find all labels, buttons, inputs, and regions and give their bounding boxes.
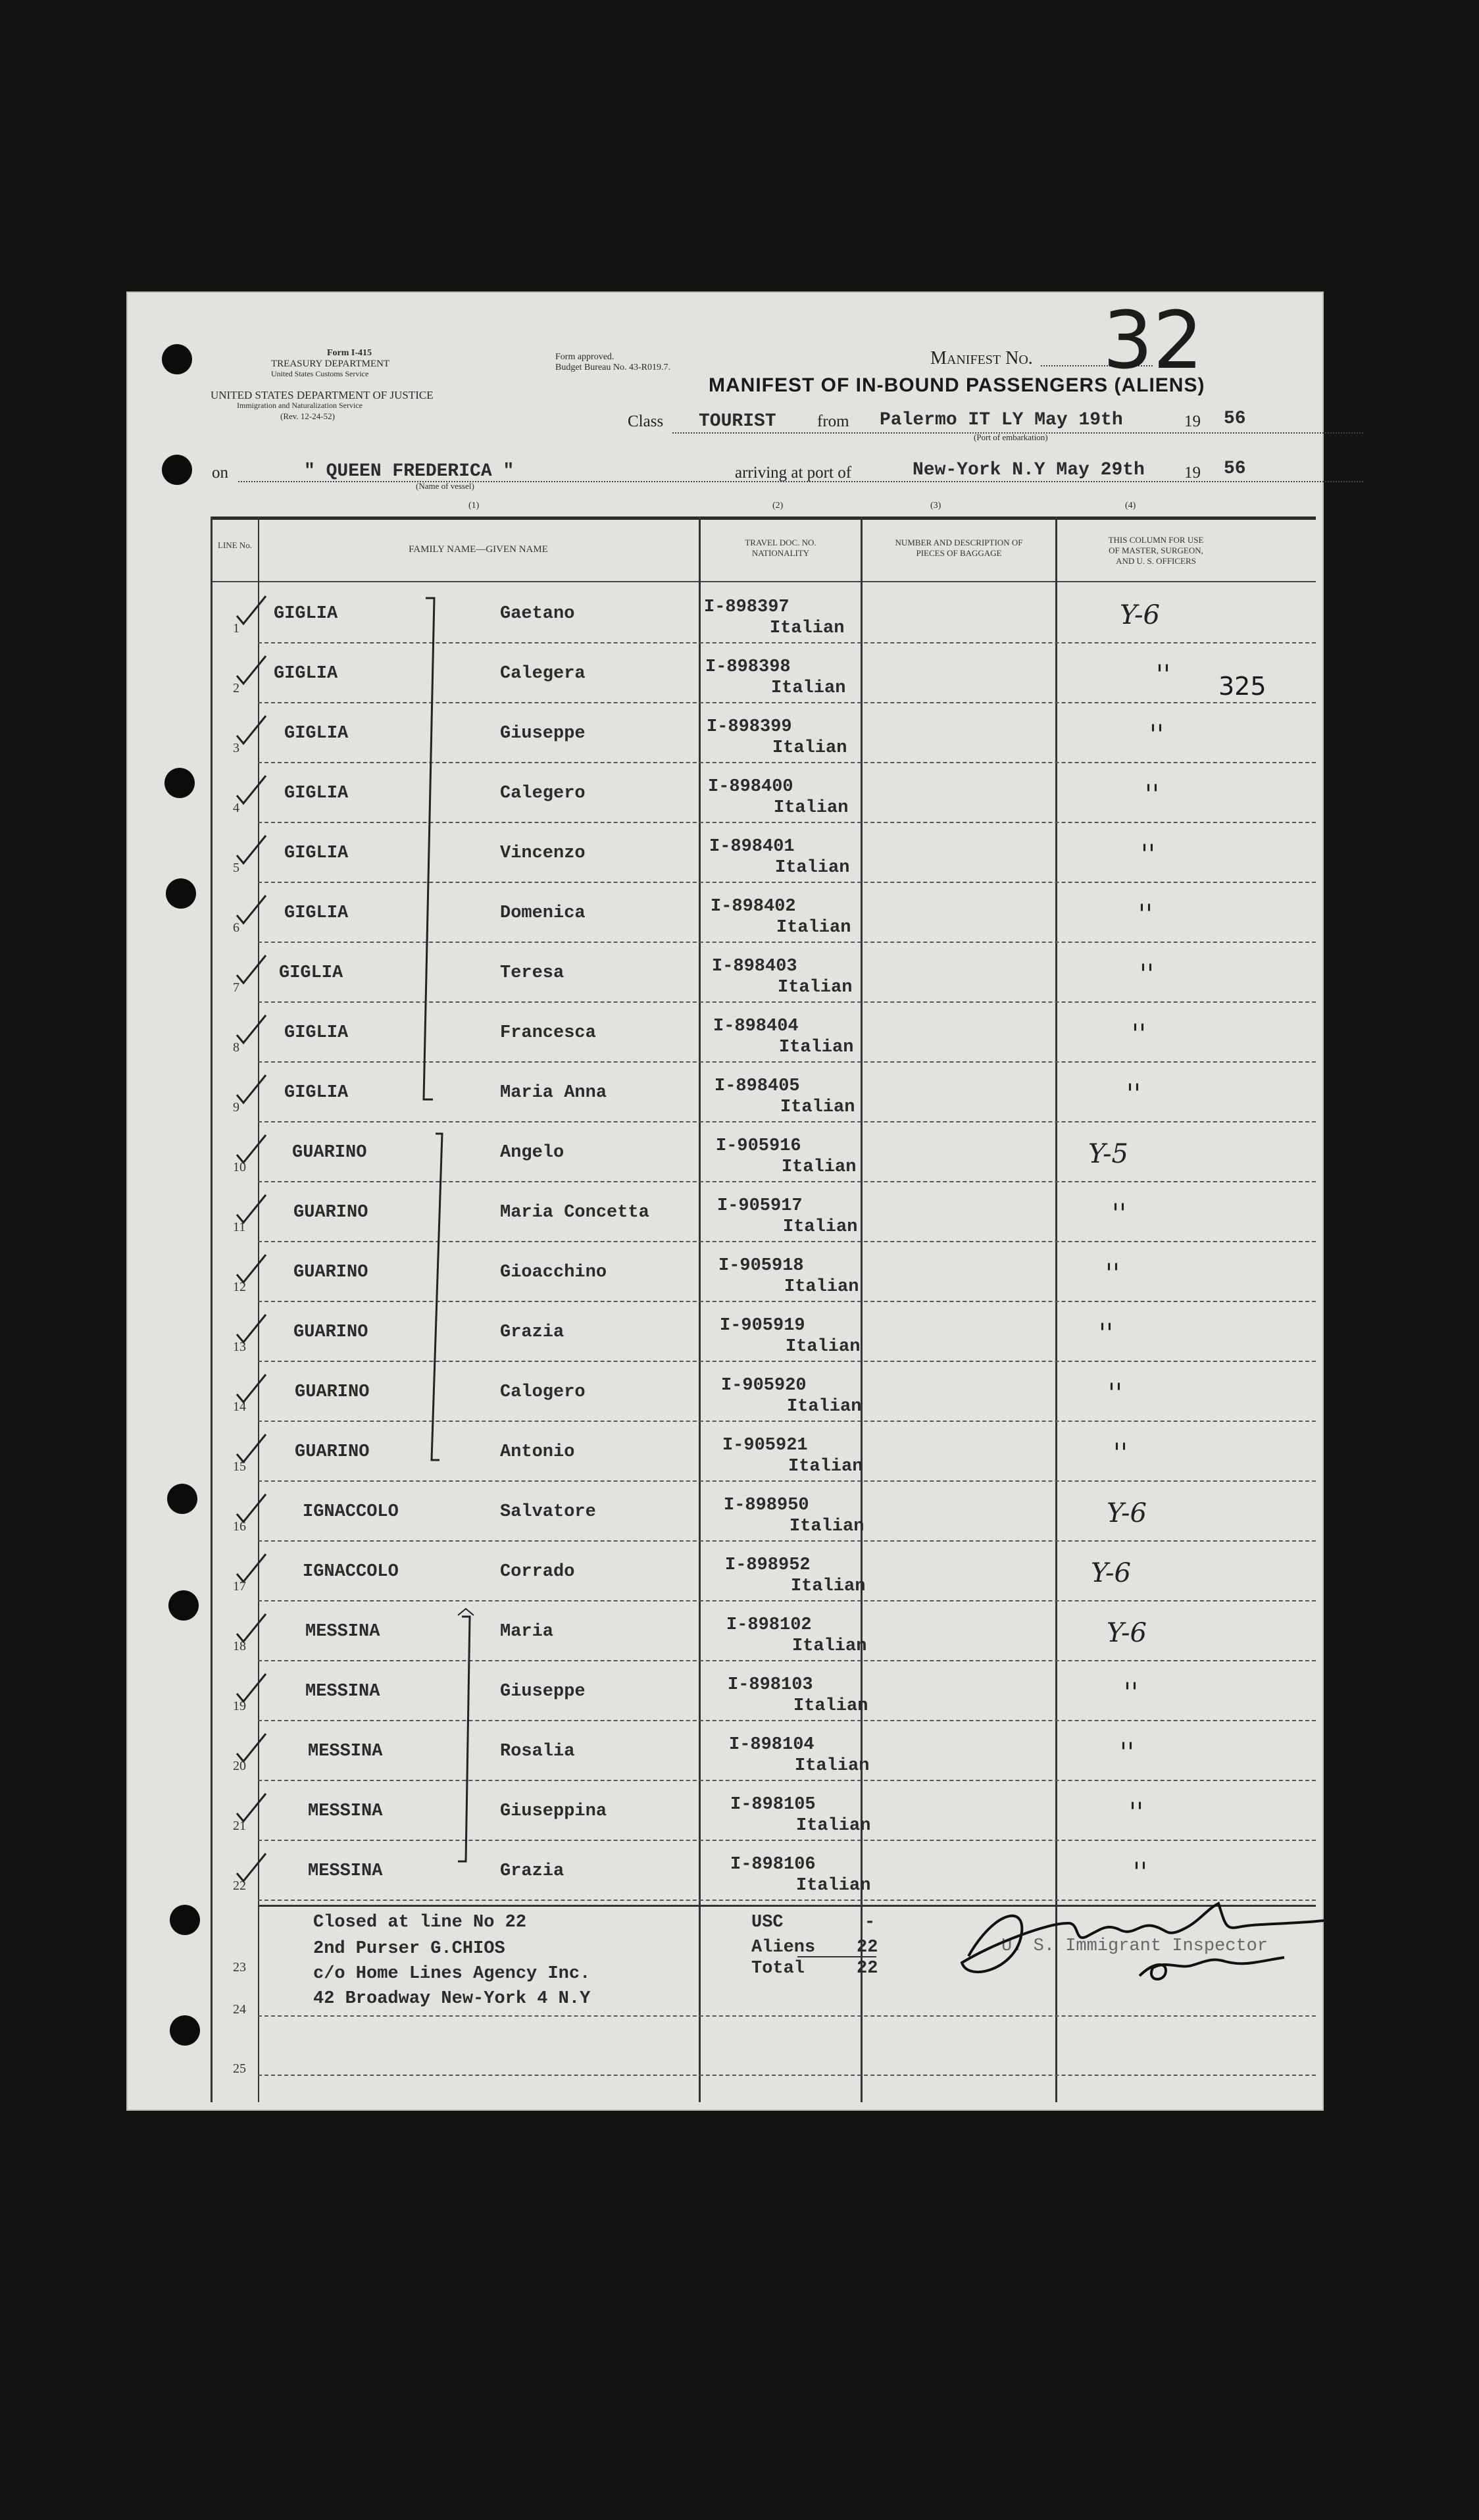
closed-at-line: Closed at line No 22 <box>313 1913 527 1932</box>
officer-mark: Y-6 <box>1091 1558 1131 1588</box>
travel-doc-number: I-905919 <box>720 1316 805 1336</box>
baggage-column-header-2: PIECES OF BAGGAGE <box>916 548 1002 558</box>
officer-mark: '' <box>1129 1798 1143 1828</box>
given-name: Teresa <box>500 963 564 983</box>
travel-doc-number: I-898400 <box>708 777 793 797</box>
officer-mark: Y-6 <box>1107 1498 1147 1528</box>
budget-bureau: Budget Bureau No. 43-R019.7. <box>555 363 670 372</box>
from-label: from <box>817 413 849 430</box>
bracket-messina <box>458 1617 470 1861</box>
given-name: Domenica <box>500 903 586 923</box>
travel-doc-number: I-898397 <box>704 597 790 617</box>
officer-mark: '' <box>1112 1199 1126 1229</box>
margin-note: 325 <box>1218 672 1266 701</box>
officer-mark: '' <box>1113 1438 1128 1469</box>
dept-treasury: TREASURY DEPARTMENT <box>271 359 390 369</box>
officer-column-header-3: AND U. S. OFFICERS <box>1116 556 1196 566</box>
given-name: Maria Anna <box>500 1083 607 1103</box>
nationality: Italian <box>775 858 850 878</box>
family-name: GUARINO <box>295 1382 370 1402</box>
aliens-value: 22 <box>857 1938 878 1957</box>
officer-mark: '' <box>1156 660 1170 690</box>
officer-mark: '' <box>1126 1079 1141 1109</box>
officer-mark: Y-5 <box>1088 1139 1128 1169</box>
family-name: MESSINA <box>305 1622 380 1642</box>
officer-mark: '' <box>1120 1738 1134 1768</box>
nationality: Italian <box>793 1696 868 1716</box>
given-name: Rosalia <box>500 1742 575 1761</box>
travel-doc-number: I-898402 <box>711 897 796 917</box>
line-number: 14 <box>233 1399 246 1414</box>
family-name: IGNACCOLO <box>303 1502 399 1522</box>
nationality: Italian <box>782 1157 857 1177</box>
family-name: GUARINO <box>292 1143 367 1163</box>
nationality: Italian <box>786 1337 861 1357</box>
line-number: 8 <box>233 1040 239 1055</box>
line-number: 1 <box>233 621 239 636</box>
given-name: Calegera <box>500 664 586 684</box>
row-number-23: 23 <box>233 1960 246 1975</box>
on-label: on <box>212 464 228 482</box>
travel-doc-number: I-905921 <box>722 1436 808 1455</box>
bracket-giglia <box>424 598 434 1099</box>
travel-doc-number: I-898952 <box>725 1555 811 1575</box>
nationality: Italian <box>784 1277 859 1297</box>
dept-ins: Immigration and Naturalization Service <box>237 401 363 410</box>
nationality: Italian <box>795 1756 870 1776</box>
form-number: Form I-415 <box>327 348 372 358</box>
family-name: GIGLIA <box>284 1083 349 1103</box>
col1-number: (1) <box>468 501 480 511</box>
line-number: 3 <box>233 741 239 755</box>
given-name: Francesca <box>500 1023 596 1043</box>
arriving-label: arriving at port of <box>735 464 852 482</box>
usc-label: USC <box>751 1913 784 1932</box>
line-number: 22 <box>233 1878 246 1893</box>
nationality: Italian <box>772 738 847 758</box>
travel-doc-number: I-898398 <box>705 657 791 677</box>
family-name: GIGLIA <box>284 844 349 863</box>
nationality: Italian <box>770 618 845 638</box>
line-number: 4 <box>233 801 239 815</box>
line-number: 17 <box>233 1579 246 1594</box>
port-embark-caption: (Port of embarkation) <box>974 432 1048 442</box>
travel-doc-number: I-898105 <box>730 1795 816 1815</box>
line-number: 15 <box>233 1459 246 1474</box>
family-brackets <box>126 291 1324 2111</box>
officer-mark: '' <box>1138 899 1153 930</box>
nationality: Italian <box>796 1876 871 1896</box>
year-prefix-2: 19 <box>1184 464 1201 482</box>
travel-doc-number: I-898102 <box>726 1615 812 1635</box>
row-divider-24 <box>258 2015 1316 2017</box>
officer-mark: '' <box>1141 840 1155 870</box>
line-number: 13 <box>233 1340 246 1354</box>
travel-doc-number: I-898104 <box>729 1735 815 1755</box>
officer-mark: '' <box>1108 1378 1122 1409</box>
family-name: GUARINO <box>293 1203 368 1222</box>
given-name: Gioacchino <box>500 1263 607 1282</box>
doc-column-header-2: NATIONALITY <box>751 548 810 558</box>
arriving-value: New-York N.Y May 29th <box>913 460 1145 480</box>
given-name: Maria <box>500 1622 554 1642</box>
from-value: Palermo IT LY May 19th <box>880 410 1123 430</box>
inspector-signature <box>916 1884 1324 1996</box>
inspector-caption: U. S. Immigrant Inspector <box>1001 1936 1268 1956</box>
line-number: 5 <box>233 861 239 875</box>
family-name: GUARINO <box>295 1442 370 1462</box>
family-name: GUARINO <box>293 1323 368 1342</box>
page-title: MANIFEST OF IN-BOUND PASSENGERS (ALIENS) <box>709 374 1205 396</box>
form-approved: Form approved. <box>555 352 614 362</box>
nationality: Italian <box>796 1816 871 1836</box>
manifest-number: 32 <box>1103 295 1203 387</box>
given-name: Grazia <box>500 1861 564 1881</box>
vessel-name: " QUEEN FREDERICA " <box>304 461 514 482</box>
travel-doc-number: I-898405 <box>714 1076 800 1096</box>
manifest-label: Manifest No. <box>930 348 1033 368</box>
line-number: 20 <box>233 1759 246 1773</box>
doc-column-header-1: TRAVEL DOC. NO. <box>745 538 816 547</box>
family-name: GIGLIA <box>284 724 349 743</box>
given-name: Antonio <box>500 1442 575 1462</box>
travel-doc-number: I-898950 <box>724 1496 809 1515</box>
family-name: MESSINA <box>305 1682 380 1701</box>
family-name: MESSINA <box>308 1742 383 1761</box>
nationality: Italian <box>783 1217 858 1237</box>
given-name: Gaetano <box>500 604 575 624</box>
col3-number: (3) <box>930 501 941 511</box>
baggage-column-header-1: NUMBER AND DESCRIPTION OF <box>895 538 1023 547</box>
given-name: Giuseppe <box>500 1682 586 1701</box>
family-name: GIGLIA <box>279 963 343 983</box>
given-name: Vincenzo <box>500 844 586 863</box>
family-name: MESSINA <box>308 1802 383 1821</box>
manifest-page <box>126 291 1324 2111</box>
nationality: Italian <box>790 1517 865 1536</box>
officer-mark: '' <box>1140 959 1154 990</box>
vessel-caption: (Name of vessel) <box>416 481 474 491</box>
given-name: Maria Concetta <box>500 1203 649 1222</box>
travel-doc-number: I-905920 <box>721 1376 807 1396</box>
year-2: 56 <box>1224 459 1246 479</box>
line-number: 6 <box>233 920 239 935</box>
travel-doc-number: I-898103 <box>728 1675 813 1695</box>
nationality: Italian <box>778 978 853 997</box>
officer-mark: '' <box>1099 1319 1113 1349</box>
total-value: 22 <box>857 1959 878 1978</box>
travel-doc-number: I-905916 <box>716 1136 801 1156</box>
purser-name: 2nd Purser G.CHIOS <box>313 1939 505 1959</box>
family-name: GUARINO <box>293 1263 368 1282</box>
nationality: Italian <box>792 1636 867 1656</box>
officer-mark: Y-6 <box>1120 600 1160 630</box>
agency-address: 42 Broadway New-York 4 N.Y <box>313 1989 591 2009</box>
line-number: 9 <box>233 1100 239 1115</box>
travel-doc-number: I-898106 <box>730 1855 816 1875</box>
travel-doc-number: I-898403 <box>712 957 797 976</box>
class-value: TOURIST <box>699 411 776 432</box>
usc-value: - <box>865 1913 876 1932</box>
family-name: GIGLIA <box>274 664 338 684</box>
nationality: Italian <box>776 918 851 938</box>
given-name: Grazia <box>500 1323 564 1342</box>
travel-doc-number: I-905917 <box>717 1196 803 1216</box>
year-prefix-1: 19 <box>1184 413 1201 430</box>
nationality: Italian <box>779 1038 854 1057</box>
nationality: Italian <box>780 1097 855 1117</box>
family-name: GIGLIA <box>274 604 338 624</box>
officer-mark: '' <box>1133 1857 1147 1888</box>
line-number: 18 <box>233 1639 246 1653</box>
officer-mark: '' <box>1132 1019 1146 1049</box>
officer-mark: '' <box>1149 720 1164 750</box>
given-name: Calegero <box>500 784 586 803</box>
officer-mark: '' <box>1145 780 1159 810</box>
line-number: 19 <box>233 1699 246 1713</box>
given-name: Corrado <box>500 1562 575 1582</box>
class-label: Class <box>628 413 664 430</box>
line-number: 16 <box>233 1519 246 1534</box>
col2-number: (2) <box>772 501 784 511</box>
line-number: 21 <box>233 1819 246 1833</box>
given-name: Giuseppina <box>500 1802 607 1821</box>
nationality: Italian <box>771 678 846 698</box>
officer-mark: Y-6 <box>1107 1618 1147 1648</box>
officer-mark: '' <box>1105 1259 1120 1289</box>
year-1: 56 <box>1224 409 1246 429</box>
given-name: Salvatore <box>500 1502 596 1522</box>
dept-customs: United States Customs Service <box>271 369 369 378</box>
given-name: Giuseppe <box>500 724 586 743</box>
given-name: Calogero <box>500 1382 586 1402</box>
nationality: Italian <box>787 1397 862 1417</box>
agency-name: c/o Home Lines Agency Inc. <box>313 1964 591 1984</box>
officer-column-header-1: THIS COLUMN FOR USE <box>1108 535 1204 545</box>
family-name: GIGLIA <box>284 1023 349 1043</box>
family-name: GIGLIA <box>284 784 349 803</box>
family-name: IGNACCOLO <box>303 1562 399 1582</box>
line-number: 2 <box>233 681 239 695</box>
nationality: Italian <box>788 1457 863 1476</box>
given-name: Angelo <box>500 1143 564 1163</box>
travel-doc-number: I-905918 <box>718 1256 804 1276</box>
travel-doc-number: I-898404 <box>713 1017 799 1036</box>
nationality: Italian <box>774 798 849 818</box>
family-name: MESSINA <box>308 1861 383 1881</box>
col4-number: (4) <box>1125 501 1136 511</box>
name-column-header: FAMILY NAME—GIVEN NAME <box>409 544 548 555</box>
line-number: 11 <box>233 1220 246 1234</box>
totals-rule <box>797 1956 876 1957</box>
line-number: 7 <box>233 980 239 995</box>
officer-mark: '' <box>1124 1678 1138 1708</box>
row-divider-25 <box>258 2075 1316 2076</box>
form-revision: (Rev. 12-24-52) <box>280 411 335 421</box>
total-label: Total <box>751 1959 805 1978</box>
line-no-header: LINE No. <box>218 540 252 550</box>
officer-column-header-2: OF MASTER, SURGEON, <box>1109 545 1203 555</box>
bracket-guarino <box>432 1134 442 1460</box>
line-number: 10 <box>233 1160 246 1174</box>
family-name: GIGLIA <box>284 903 349 923</box>
travel-doc-number: I-898401 <box>709 837 795 857</box>
aliens-label: Aliens <box>751 1938 816 1957</box>
nationality: Italian <box>791 1576 866 1596</box>
row-number-25: 25 <box>233 2061 246 2076</box>
row-number-24: 24 <box>233 2002 246 2017</box>
travel-doc-number: I-898399 <box>707 717 792 737</box>
dept-justice: UNITED STATES DEPARTMENT OF JUSTICE <box>211 389 434 401</box>
line-number: 12 <box>233 1280 246 1294</box>
